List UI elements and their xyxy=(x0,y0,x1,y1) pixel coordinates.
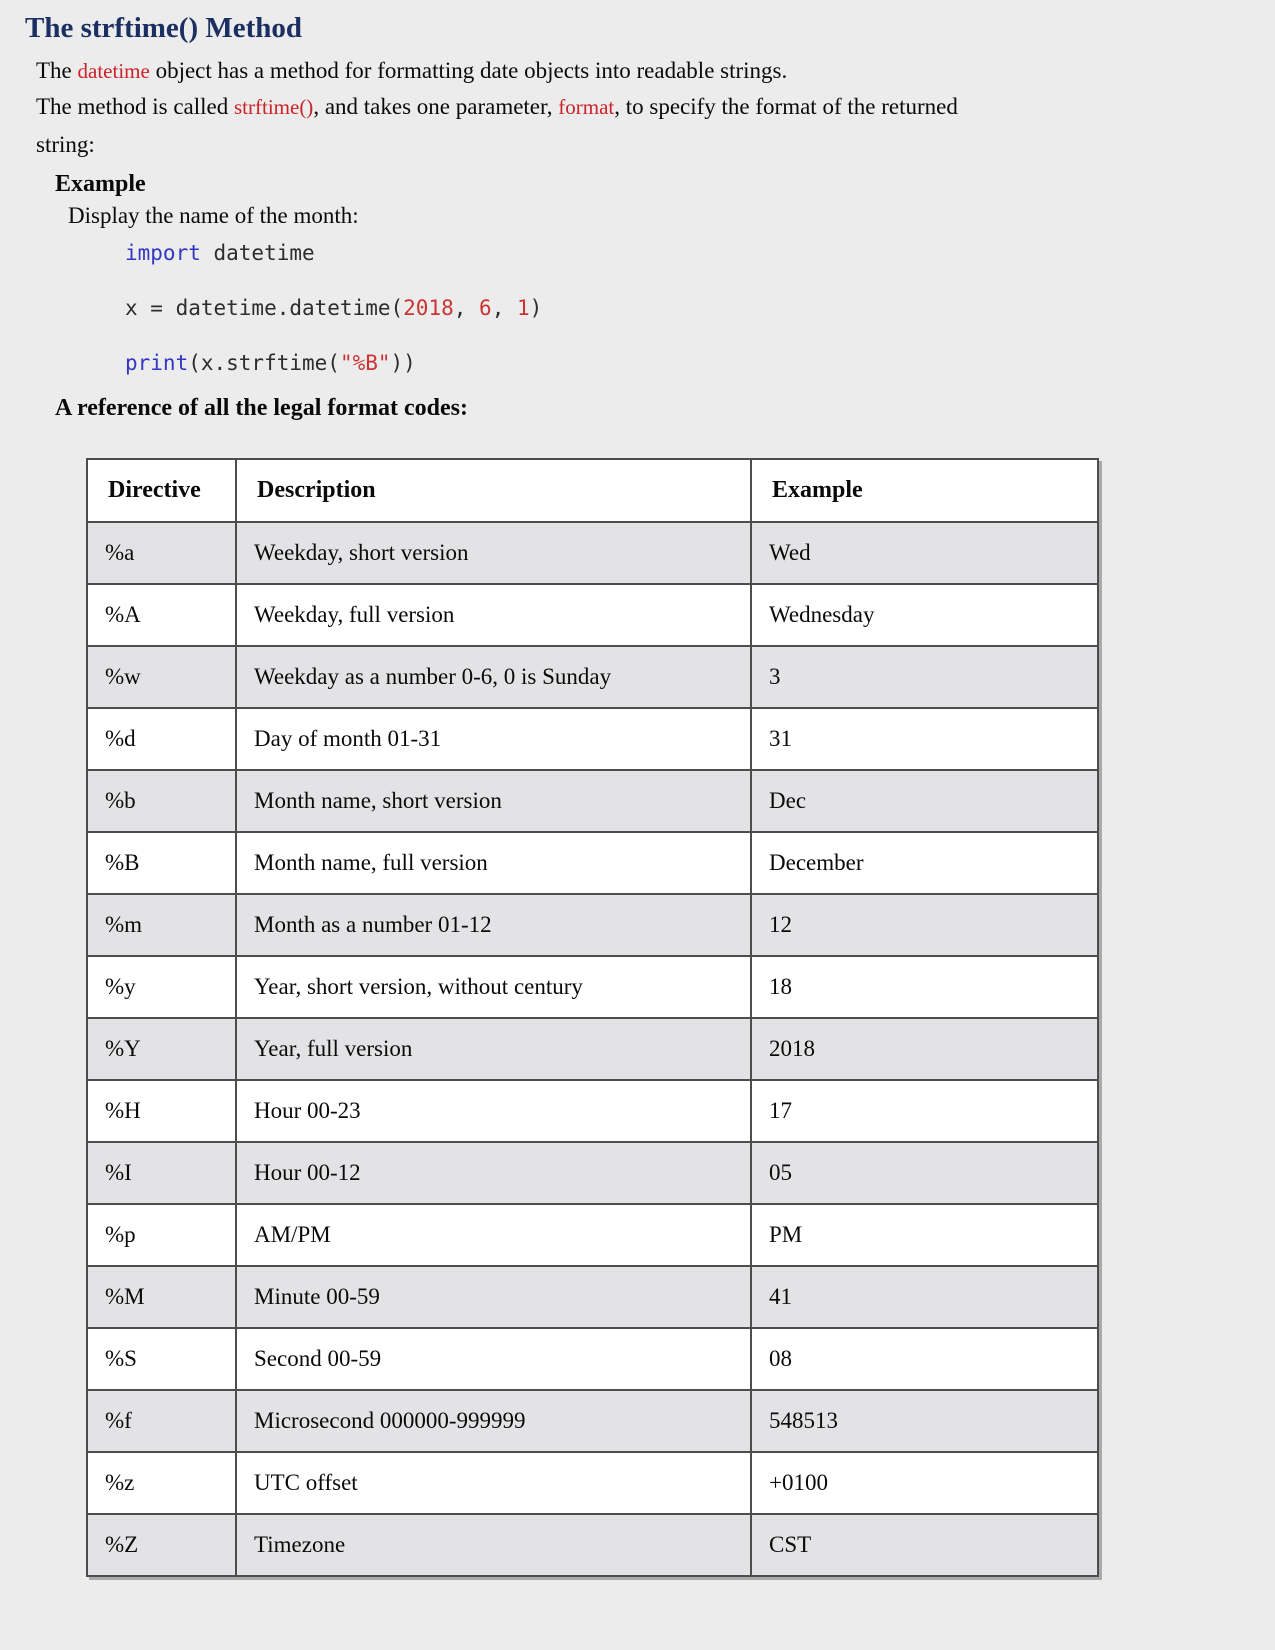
code-token: 1 xyxy=(516,296,530,320)
cell-example: 08 xyxy=(751,1328,1098,1390)
text-run: , to specify the format of the returned xyxy=(614,94,958,119)
code-token: x = datetime.datetime( xyxy=(125,296,404,320)
inline-code-text: datetime xyxy=(77,59,150,83)
intro-paragraph-2-line-1 xyxy=(36,88,1275,126)
format-codes-table xyxy=(86,458,1099,1577)
cell-directive: %Z xyxy=(87,1514,236,1576)
table-row xyxy=(87,1514,1098,1576)
reference-heading: A reference of all the legal format codes: xyxy=(55,395,468,421)
cell-description: Weekday, short version xyxy=(236,522,751,584)
cell-example: Wednesday xyxy=(751,584,1098,646)
example-heading: Example xyxy=(55,171,146,197)
code-token: 2018 xyxy=(403,296,454,320)
inline-code-text: strftime() xyxy=(234,95,314,119)
cell-example: 17 xyxy=(751,1080,1098,1142)
code-token: "%B" xyxy=(339,351,391,375)
code-token: ) xyxy=(529,296,543,320)
cell-directive: %b xyxy=(87,770,236,832)
code-token: print xyxy=(125,351,189,375)
cell-example: 41 xyxy=(751,1266,1098,1328)
table-row xyxy=(87,832,1098,894)
cell-description: Month as a number 01-12 xyxy=(236,894,751,956)
cell-example: 31 xyxy=(751,708,1098,770)
intro-paragraph-2-line-2 xyxy=(36,126,1275,163)
text-run: The xyxy=(36,58,78,83)
cell-example: 05 xyxy=(751,1142,1098,1204)
table-row xyxy=(87,1328,1098,1390)
table-row xyxy=(87,584,1098,646)
intro-paragraph-2 xyxy=(36,88,1275,163)
cell-example: 3 xyxy=(751,646,1098,708)
table-row xyxy=(87,522,1098,584)
table-row xyxy=(87,1142,1098,1204)
table-row xyxy=(87,1452,1098,1514)
table-row xyxy=(87,956,1098,1018)
cell-description: Microsecond 000000-999999 xyxy=(236,1390,751,1452)
cell-directive: %H xyxy=(87,1080,236,1142)
format-codes-table-body xyxy=(87,522,1098,1576)
cell-example: Wed xyxy=(751,522,1098,584)
table-row xyxy=(87,1390,1098,1452)
cell-directive: %M xyxy=(87,1266,236,1328)
cell-description: UTC offset xyxy=(236,1452,751,1514)
table-row xyxy=(87,1266,1098,1328)
code-token: import xyxy=(125,241,201,265)
cell-description: Timezone xyxy=(236,1514,751,1576)
code-token: , xyxy=(491,296,517,320)
code-line xyxy=(125,294,1275,322)
cell-directive: %f xyxy=(87,1390,236,1452)
cell-description: Year, short version, without century xyxy=(236,956,751,1018)
table-row xyxy=(87,708,1098,770)
cell-description: Month name, full version xyxy=(236,832,751,894)
header-cell-example: Example xyxy=(751,459,1098,522)
cell-directive: %A xyxy=(87,584,236,646)
cell-directive: %a xyxy=(87,522,236,584)
cell-description: Second 00-59 xyxy=(236,1328,751,1390)
cell-description: Minute 00-59 xyxy=(236,1266,751,1328)
text-run: , and takes one parameter, xyxy=(313,94,559,119)
cell-example: PM xyxy=(751,1204,1098,1266)
cell-directive: %p xyxy=(87,1204,236,1266)
page-title: The strftime() Method xyxy=(25,12,303,44)
text-run: The method is called xyxy=(36,94,234,119)
code-line xyxy=(125,239,1275,267)
cell-example: 548513 xyxy=(751,1390,1098,1452)
cell-directive: %B xyxy=(87,832,236,894)
table-row xyxy=(87,646,1098,708)
cell-directive: %w xyxy=(87,646,236,708)
code-token: )) xyxy=(390,351,416,375)
cell-example: December xyxy=(751,832,1098,894)
inline-code-text: format xyxy=(558,95,615,119)
cell-description: Year, full version xyxy=(236,1018,751,1080)
table-row xyxy=(87,770,1098,832)
table-row xyxy=(87,1080,1098,1142)
cell-directive: %z xyxy=(87,1452,236,1514)
cell-description: Month name, short version xyxy=(236,770,751,832)
text-run: object has a method for formatting date objects into readable strings. xyxy=(149,58,788,83)
code-block xyxy=(125,239,1275,377)
cell-description: Weekday as a number 0-6, 0 is Sunday xyxy=(236,646,751,708)
cell-example: 18 xyxy=(751,956,1098,1018)
cell-example: 2018 xyxy=(751,1018,1098,1080)
cell-description: Weekday, full version xyxy=(236,584,751,646)
code-token: 6 xyxy=(479,296,492,320)
cell-example: +0100 xyxy=(751,1452,1098,1514)
cell-directive: %S xyxy=(87,1328,236,1390)
cell-example: Dec xyxy=(751,770,1098,832)
cell-example: 12 xyxy=(751,894,1098,956)
table-header-row xyxy=(87,459,1098,522)
code-token: , xyxy=(453,296,480,320)
cell-description: Hour 00-23 xyxy=(236,1080,751,1142)
text-run: string: xyxy=(36,132,95,157)
code-token: (x.strftime( xyxy=(188,351,340,375)
cell-description: Hour 00-12 xyxy=(236,1142,751,1204)
cell-description: Day of month 01-31 xyxy=(236,708,751,770)
cell-example: CST xyxy=(751,1514,1098,1576)
table-row xyxy=(87,1018,1098,1080)
header-cell-description: Description xyxy=(236,459,751,522)
cell-description: AM/PM xyxy=(236,1204,751,1266)
table-row xyxy=(87,1204,1098,1266)
example-caption: Display the name of the month: xyxy=(68,203,359,228)
cell-directive: %y xyxy=(87,956,236,1018)
table-row xyxy=(87,894,1098,956)
code-line xyxy=(125,349,1275,377)
cell-directive: %I xyxy=(87,1142,236,1204)
header-cell-directive: Directive xyxy=(87,459,236,522)
cell-directive: %Y xyxy=(87,1018,236,1080)
intro-paragraph-1 xyxy=(36,54,1275,88)
code-token: datetime xyxy=(200,241,315,265)
cell-directive: %m xyxy=(87,894,236,956)
cell-directive: %d xyxy=(87,708,236,770)
